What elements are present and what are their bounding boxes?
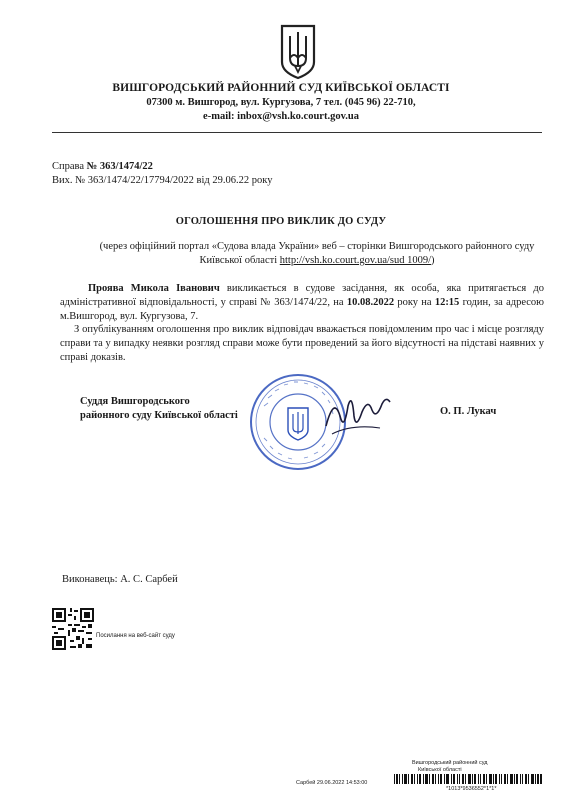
summons-text-c: годин, за адресою м.Вишгород, вул. Кургузова, 7. (60, 297, 545, 322)
court-email: e-mail: inbox@vsh.ko.court.gov.ua (203, 111, 359, 122)
qr-link-label: Посилання на веб-сайт суду (96, 633, 175, 639)
portal-end: ) (431, 255, 435, 266)
court-address: 07300 м. Вишгород, вул. Кургузова, 7 тел. (045 96) 22-710, (146, 97, 416, 108)
barcode-icon (394, 774, 542, 784)
summons-paragraph (60, 282, 544, 324)
header-divider (52, 132, 542, 133)
coat-of-arms-icon (278, 22, 318, 80)
judge-name: О. П. Лукач (440, 406, 497, 417)
portal-text: (через офіційний портал «Судова влада України» веб – сторінки Вишгородського районного суду Київської області (99, 241, 535, 266)
hearing-date: 10.08.2022 (346, 297, 395, 308)
case-number-value: № 363/1474/22 (86, 161, 153, 172)
summons-text-a: викликається в судове засідання, як особа, яка притягається до адміністративної відповідальності, у справі № 363/1474/22, на (60, 283, 544, 308)
hearing-time: 12:15 (434, 297, 460, 308)
notice-title: ОГОЛОШЕННЯ ПРО ВИКЛИК ДО СУДУ (175, 216, 387, 227)
court-name: ВИШГОРОДСЬКИЙ РАЙОННИЙ СУД КИЇВСЬКОЇ ОБЛАСТІ (112, 82, 450, 94)
outgoing-reference: Вих. № 363/1474/22/17794/2022 від 29.06.22 року (52, 175, 273, 186)
defendant-name: Проява Микола Іванович (88, 283, 220, 294)
summons-text-b: року на (394, 297, 435, 308)
case-number (52, 161, 153, 172)
judge-signature-icon (322, 386, 394, 444)
footer-court-name: Вишгородський районний суд (412, 760, 488, 766)
footer-stamp-text: Сарбей 29.06.2022 14:53:00 (296, 780, 368, 786)
judge-title-line1: Суддя Вишгородського (80, 396, 190, 407)
qr-code-icon[interactable] (50, 606, 96, 652)
footer-court-region: Київської області (418, 767, 462, 773)
portal-link[interactable]: http://vsh.ko.court.gov.ua/sud 1009/ (279, 255, 432, 266)
executor-line: Виконавець: А. С. Сарбей (62, 574, 178, 585)
publication-paragraph: З опублікуванням оголошення про виклик відповідач вважається повідомленим про час і місце розгляду справи та у випадку неявки розгляд справи може бути проведений за його відсутності на підставі наявних у справі доказів. (60, 324, 544, 363)
barcode-number: *1013*9536552*1*1* (446, 786, 497, 792)
portal-note (80, 240, 554, 268)
judge-title-line2: районного суду Київської області (80, 410, 238, 421)
case-label: Справа (52, 161, 85, 172)
